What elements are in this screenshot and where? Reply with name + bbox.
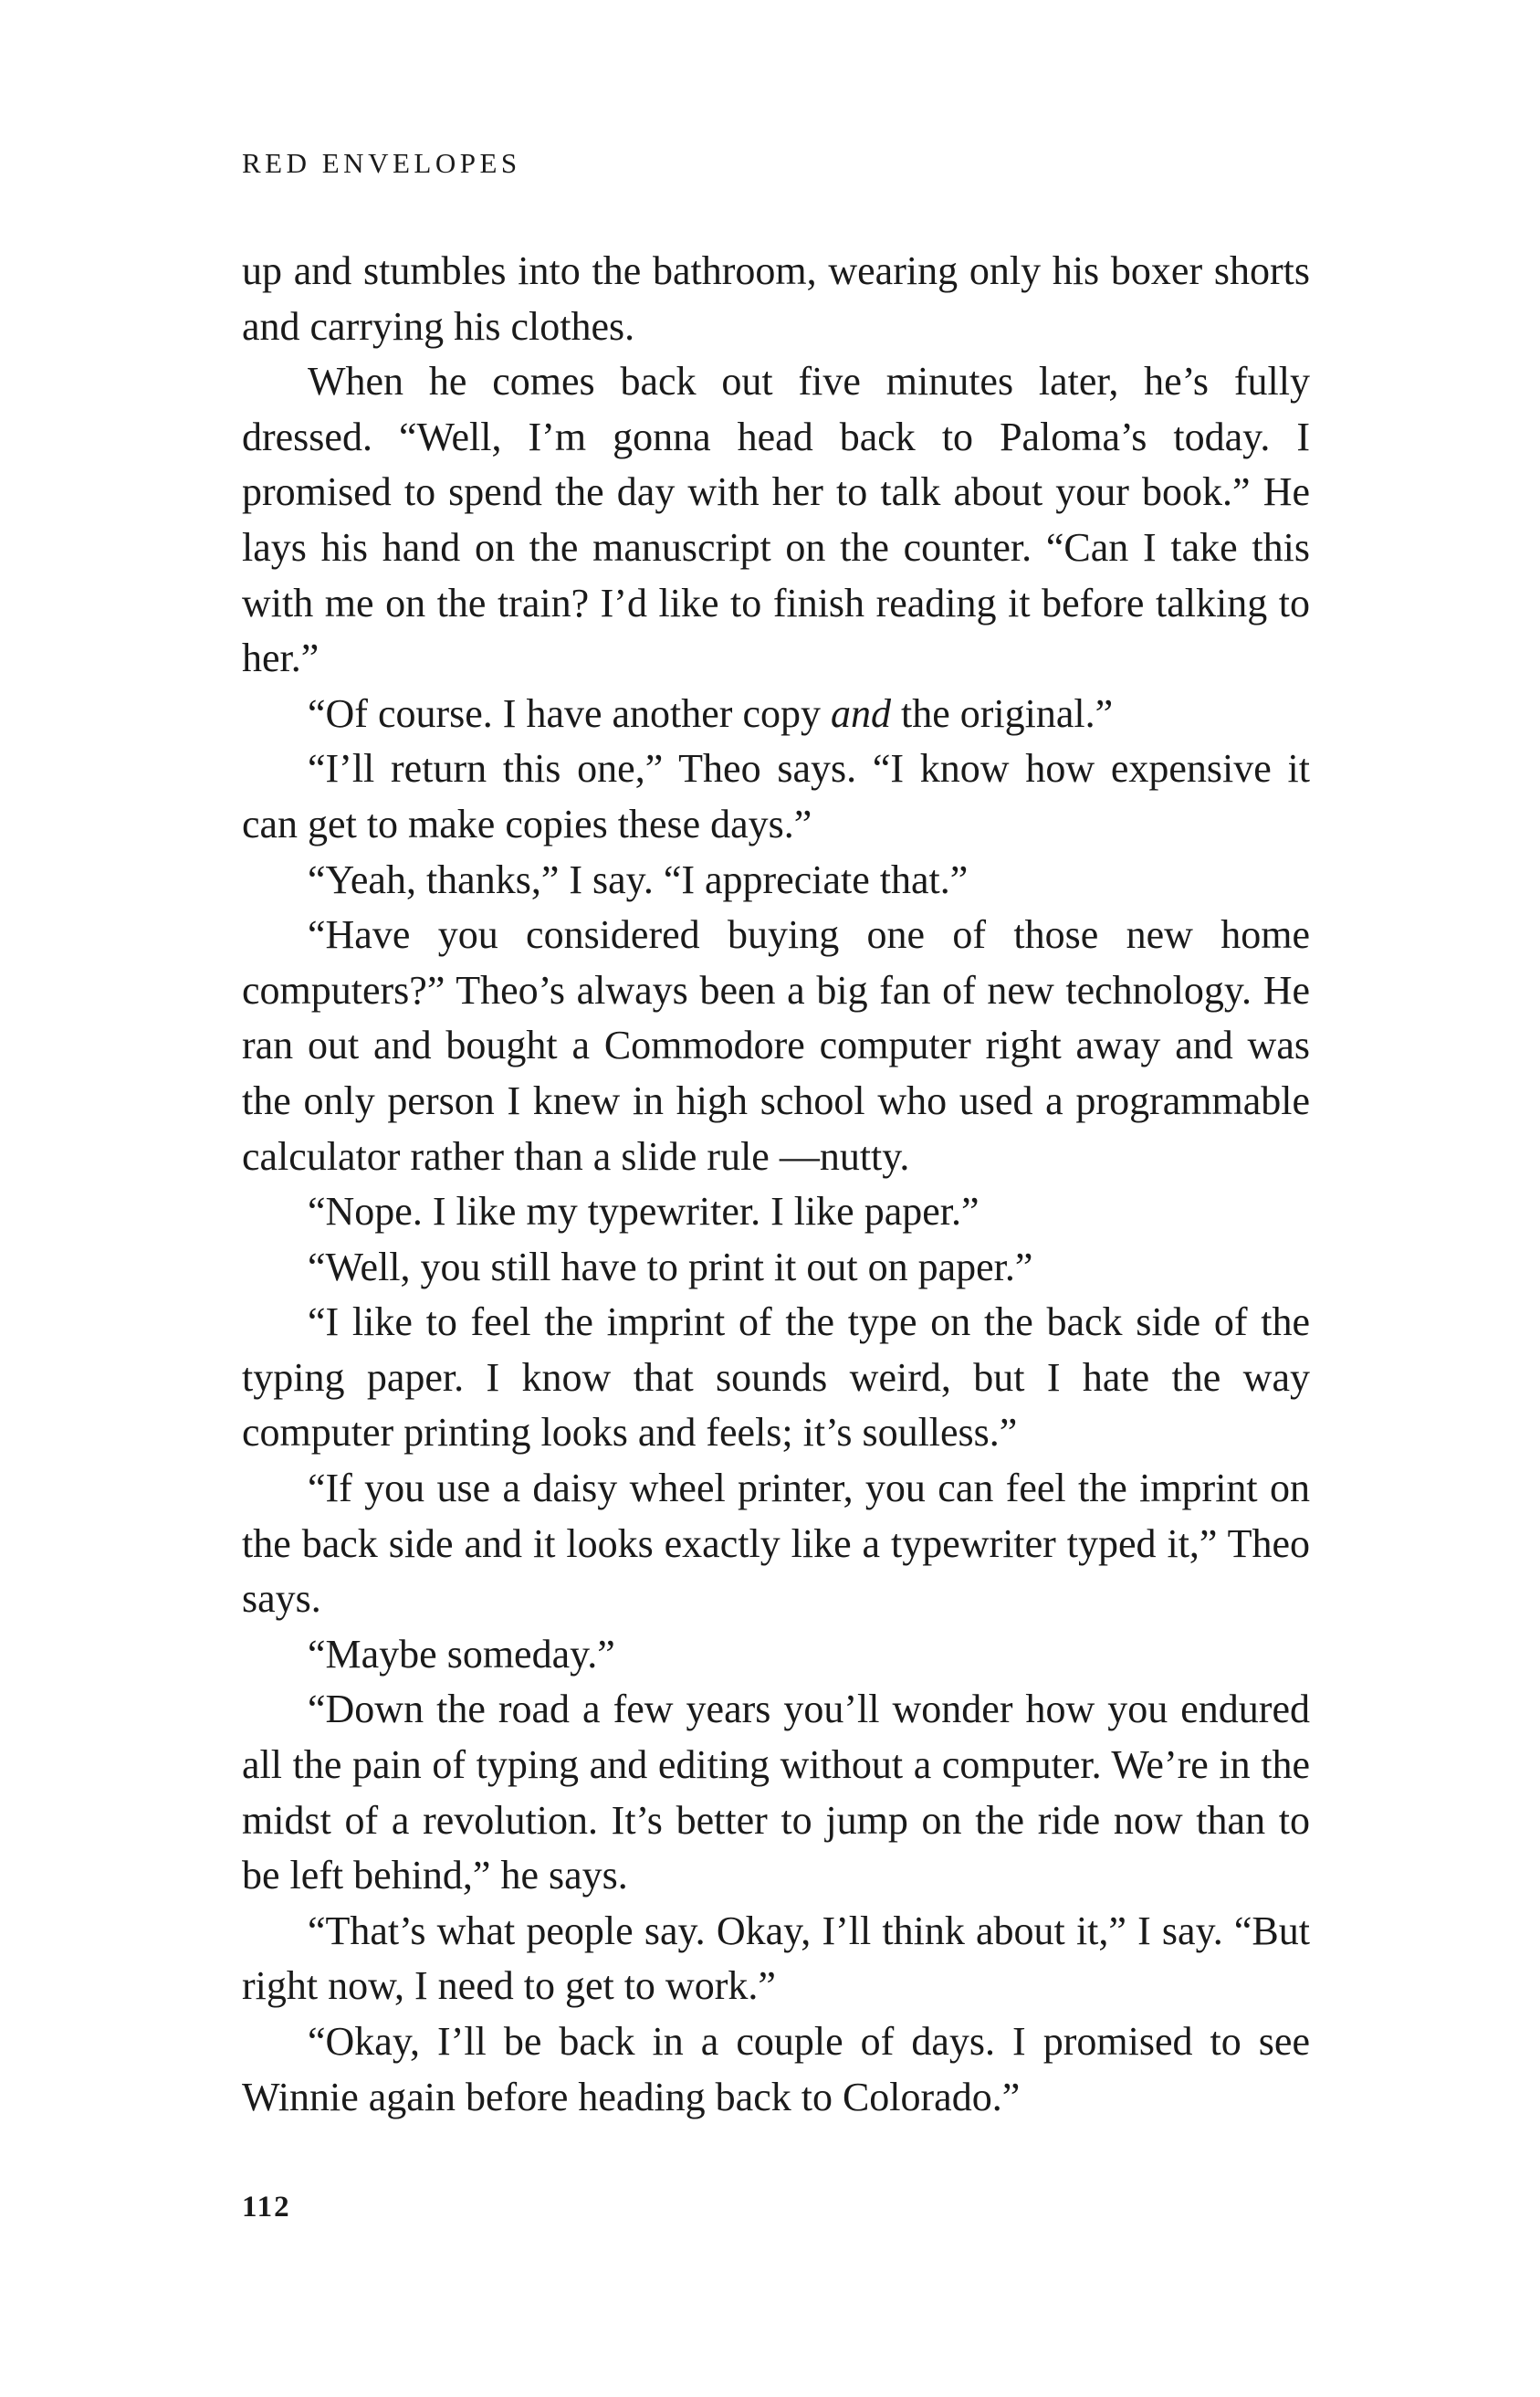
running-head: RED ENVELOPES bbox=[242, 147, 521, 179]
italic-emphasis: and bbox=[830, 690, 891, 736]
paragraph: “Well, you still have to print it out on paper.” bbox=[308, 1244, 1033, 1289]
paragraph: “That’s what people say. Okay, I’ll think about it,” I say. “But right now, I need to get to work.” bbox=[242, 1908, 1310, 2009]
paragraph-text: “Of course. I have another copy bbox=[308, 690, 831, 736]
paragraph: “Have you considered buying one of those new home computers?” Theo’s always been a big fan of new technology. He ran out and bought a Commodore computer right away and was the only person I knew in high school who used a programmable calculator rather than a slide rule —nutty. bbox=[242, 912, 1310, 1179]
body-text bbox=[242, 244, 1310, 2125]
paragraph: When he comes back out five minutes later, he’s fully dressed. “Well, I’m gonna head back to Paloma’s today. I promised to spend the day with her to talk about your book.” He lays his hand on the manuscript on the counter. “Can I take this with me on the train? I’d like to finish reading it before talking to her.” bbox=[242, 359, 1310, 681]
paragraph: “If you use a daisy wheel printer, you can feel the imprint on the back side and it looks exactly like a typewriter typed it,” Theo says. bbox=[242, 1466, 1310, 1622]
page-number: 112 bbox=[242, 2191, 291, 2224]
paragraph: “I’ll return this one,” Theo says. “I know how expensive it can get to make copies these days.” bbox=[242, 746, 1310, 846]
paragraph: “Okay, I’ll be back in a couple of days. I promised to see Winnie again before heading back to Colorado.” bbox=[242, 2019, 1310, 2119]
paragraph: “Down the road a few years you’ll wonder how you endured all the pain of typing and editing without a computer. We’re in the midst of a revolution. It’s better to jump on the ride now than to be left behind,” he says. bbox=[242, 1687, 1310, 1898]
paragraph: “Maybe someday.” bbox=[308, 1631, 615, 1677]
paragraph: “Nope. I like my typewriter. I like paper.” bbox=[308, 1189, 980, 1235]
paragraph bbox=[242, 687, 1310, 742]
paragraph: up and stumbles into the bathroom, wearing only his boxer shorts and carrying his clothes. bbox=[242, 248, 1310, 349]
paragraph-text: the original.” bbox=[890, 690, 1114, 736]
paragraph: “Yeah, thanks,” I say. “I appreciate that.” bbox=[308, 857, 969, 902]
paragraph: “I like to feel the imprint of the type on the back side of the typing paper. I know that sounds weird, but I hate the way computer printing looks and feels; it’s soulless.” bbox=[242, 1299, 1310, 1456]
